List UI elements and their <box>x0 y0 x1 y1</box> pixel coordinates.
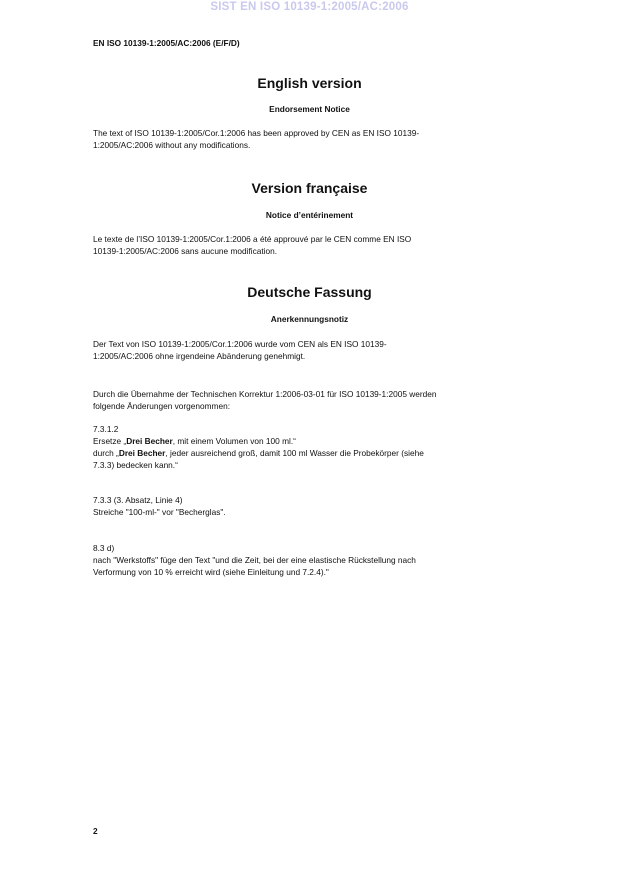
text-span: durch „ <box>93 448 119 458</box>
change-7-3-1-2 <box>93 423 553 471</box>
french-title: Version française <box>251 180 368 196</box>
text-line: 1:2005/AC:2006 ohne irgendeine Abänderung genehmigt. <box>93 351 306 361</box>
document-header: EN ISO 10139-1:2005/AC:2006 (E/F/D) <box>93 38 240 48</box>
text-line: Der Text von ISO 10139-1:2005/Cor.1:2006 wurde vom CEN als EN ISO 10139- <box>93 339 387 349</box>
bold-term: Drei Becher <box>126 436 173 446</box>
text-line: 1:2005/AC:2006 without any modifications. <box>93 140 251 150</box>
text-line: Streiche "100-ml-" vor "Becherglas". <box>93 507 226 517</box>
change-7-3-3 <box>93 494 553 518</box>
bold-term: Drei Becher <box>118 448 166 458</box>
text-line: folgende Änderungen vorgenommen: <box>93 401 230 411</box>
clause-number: 7.3.3 (3. Absatz, Linie 4) <box>93 495 183 505</box>
english-title: English version <box>257 75 362 91</box>
german-title: Deutsche Fassung <box>247 284 372 300</box>
clause-number: 8.3 d) <box>93 543 115 553</box>
german-subtitle: Anerkennungsnotiz <box>270 314 349 324</box>
text-line: 7.3.3) bedecken kann.“ <box>93 460 178 470</box>
text-line: nach "Werkstoffs" füge den Text "und die Zeit, bei der eine elastische Rückstellung nach <box>93 555 416 565</box>
french-notice <box>93 233 553 257</box>
text-line: Durch die Übernahme der Technischen Korrektur 1:2006-03-01 für ISO 10139-1:2005 werden <box>93 389 437 399</box>
page-number: 2 <box>93 826 98 836</box>
clause-number: 7.3.1.2 <box>93 424 119 434</box>
text-line: 10139-1:2005/AC:2006 sans aucune modification. <box>93 246 278 256</box>
text-line <box>93 447 553 459</box>
text-line <box>93 435 553 447</box>
intro-paragraph <box>93 388 553 412</box>
text-span: Ersetze „ <box>93 436 127 446</box>
text-line: Verformung von 10 % erreicht wird (siehe Einleitung und 7.2.4)." <box>93 567 329 577</box>
french-subtitle: Notice d’entérinement <box>265 210 354 220</box>
text-line: Le texte de l’ISO 10139-1:2005/Cor.1:2006 a été approuvé par le CEN comme EN ISO <box>93 234 412 244</box>
english-subtitle: Endorsement Notice <box>269 104 350 114</box>
text-span: , mit einem Volumen von 100 ml.“ <box>172 436 296 446</box>
watermark: SIST EN ISO 10139-1:2005/AC:2006 <box>210 1 409 13</box>
text-span: , jeder ausreichend groß, damit 100 ml Wasser die Probekörper (siehe <box>165 448 424 458</box>
english-notice <box>93 127 553 151</box>
text-line: The text of ISO 10139-1:2005/Cor.1:2006 has been approved by CEN as EN ISO 10139- <box>93 128 420 138</box>
german-notice <box>93 338 553 362</box>
change-8-3-d <box>93 542 553 578</box>
